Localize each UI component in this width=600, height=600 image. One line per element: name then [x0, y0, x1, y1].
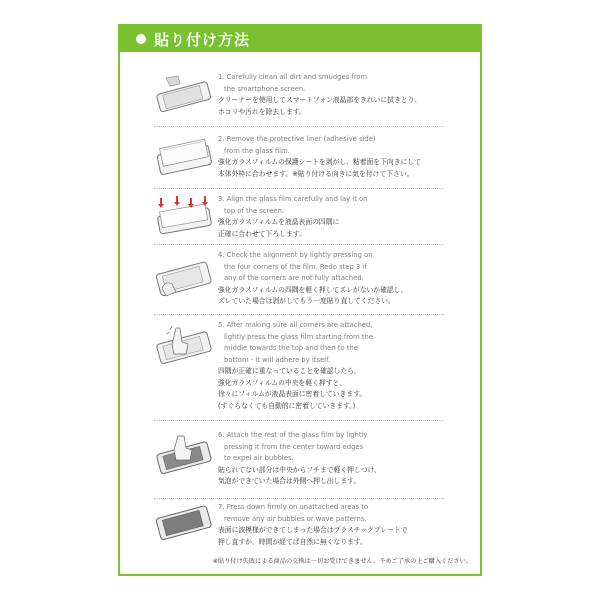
step-divider — [154, 188, 444, 189]
step-5-en-3: middle towards the top and then to the — [224, 344, 358, 352]
center-press-illustration — [152, 324, 214, 364]
step-divider — [154, 498, 444, 499]
step-divider — [154, 420, 444, 421]
step-4-jp-2: ズレていた場合は剥がしてもう一度貼り直してください。 — [218, 297, 395, 305]
section-title: 貼り付け方法 — [154, 31, 251, 49]
step-4-en-3: any of the corners are not fully attached. — [224, 274, 364, 282]
film-align-illustration — [152, 194, 214, 234]
step-6-jp-2: 気泡ができていた場合は外側へ押し出します。 — [218, 477, 361, 485]
step-3-jp-1: 強化ガラスフィルムを液晶表面の四隅に — [218, 218, 340, 226]
step-5-jp-4: (すぐらなくても自動的に密着していきます。) — [218, 401, 356, 410]
step-6-en-2: pressing it from the center toward edges — [224, 442, 364, 451]
step-1-jp-1: クリーナーを使用してスマートフォン液晶部をきれいに拭きとり、 — [218, 96, 422, 104]
step-3-en-1: 3. Align the glass film carefully and lay it on — [218, 195, 368, 203]
step-5-jp-1: 四隅が正確に重なっていることを確認したら、 — [218, 367, 361, 375]
step-4-en-2: the four corners of the film. Redo step 3 if — [224, 262, 367, 271]
step-5-jp-2: 強化ガラスフィルムの中央を軽く押すと、 — [218, 378, 347, 387]
step-7-en-2: remove any air bubbles or wave patterns. — [224, 514, 367, 523]
step-5-en-4: bottom - it will adhere by itself. — [224, 355, 331, 364]
step-2-en-1: 2. Remove the protective liner (adhesive side) — [218, 135, 376, 143]
step-5-en-2: lightly press the glass film starting from the — [224, 332, 374, 341]
step-2-jp-2: 本体外枠に合わせます。※貼り付ける向きに気を付けて下さい。 — [218, 169, 414, 178]
phone-wipe-illustration — [152, 74, 214, 114]
step-divider — [154, 126, 444, 127]
step-7-en-1: 7. Press down firmly on unattached areas to — [218, 503, 369, 511]
step-3-jp-2: 正確に合わせて下ろします。 — [218, 229, 306, 238]
step-divider — [154, 314, 444, 315]
step-6-en-1: 6. Attach the rest of the glass film by lightly — [218, 431, 368, 439]
step-2-en-2: from the glass film. — [224, 146, 290, 155]
bullet-circle-icon — [136, 34, 146, 44]
step-4-en-1: 4. Check the alignment by lightly pressing on — [218, 251, 373, 259]
step-7-jp-2: 押し直すか、時間が経てば自然に無くなります。 — [218, 537, 367, 546]
step-3 — [122, 194, 478, 242]
step-6 — [122, 430, 478, 494]
step-1-en-2: the smartphone screen. — [224, 84, 306, 93]
step-2 — [122, 134, 478, 184]
step-5 — [122, 320, 478, 414]
step-2-jp-1: 強化ガラスフィルムの保護シートを剥がし、粘着面を下向きにして — [218, 158, 421, 166]
step-1-jp-2: ホコリや汚れを除去します。 — [218, 107, 306, 116]
finished-phone-illustration — [152, 502, 214, 542]
step-divider — [154, 244, 444, 245]
step-6-en-3: to expel air bubbles. — [224, 454, 294, 462]
film-peel-illustration — [152, 136, 214, 176]
step-4 — [122, 250, 478, 310]
step-7-jp-1: 表面に波模様ができてしまった場合はプラスチックプレートで — [218, 526, 408, 534]
step-1 — [122, 70, 478, 122]
step-1-en-1: 1. Carefully clean all dirt and smudges from — [218, 73, 368, 81]
step-5-jp-3: 徐々にフィルムが液晶表面に密着していきます。 — [218, 390, 367, 398]
step-4-jp-1: 強化ガラスフィルムの四隅を軽く押してズレがないか確認し、 — [218, 285, 408, 294]
step-7 — [122, 502, 478, 554]
step-5-en-1: 5. After making sure all corners are attached, — [218, 321, 373, 329]
section-header — [120, 26, 480, 52]
step-6-jp-1: 貼られてない部分は中央からフチまで軽く押しつけ、 — [218, 465, 381, 474]
corner-press-illustration — [152, 258, 214, 298]
step-3-en-2: top of the screen. — [224, 206, 285, 215]
disclaimer-note: ※貼り付け失敗による商品の交換は一切お受けできません。予めご了承の上ご購入ください。 — [212, 558, 472, 565]
edge-press-illustration — [152, 434, 214, 474]
